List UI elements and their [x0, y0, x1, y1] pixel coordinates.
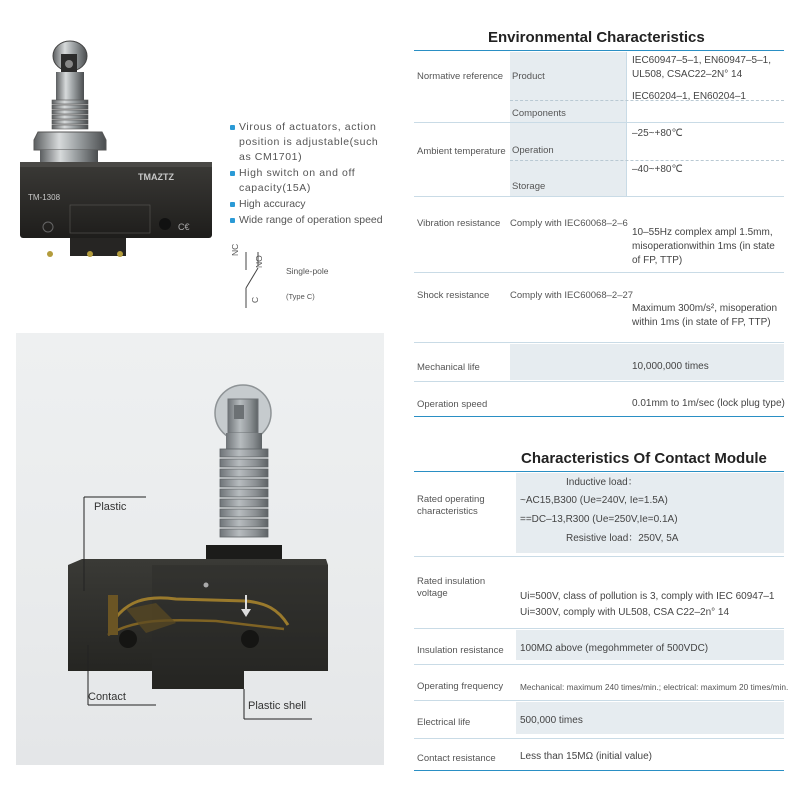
- section-divider: [414, 416, 784, 417]
- env-value-vibration: 10–55Hz complex ampl 1.5mm, misoperationwithin 1ms (in state of FP, TTP): [632, 227, 775, 266]
- c-label: C: [250, 296, 260, 303]
- feature-list: [230, 120, 390, 229]
- env-label-vibration: Vibration resistance: [417, 218, 501, 229]
- environmental-title: Environmental Characteristics: [488, 29, 705, 46]
- row-divider: [510, 160, 784, 161]
- row-divider: [414, 272, 784, 273]
- product-photo: [10, 40, 220, 270]
- plastic-shell-label: Plastic shell: [248, 700, 307, 712]
- column-divider: [626, 52, 627, 196]
- section-divider: [414, 770, 784, 771]
- rated-insulation-line: Ui=300V, comply with UL508, CSA C22–2n° 14: [520, 607, 730, 618]
- row-divider: [414, 196, 784, 197]
- env-label-shock: Shock resistance: [417, 290, 490, 301]
- env-label-speed: Operation speed: [417, 399, 488, 410]
- contact-label: Contact: [88, 691, 126, 703]
- contact-resistance-value: Less than 15MΩ (initial value): [520, 751, 652, 762]
- env-sub-operation: Operation: [512, 145, 554, 156]
- switch-photo-illustration: [10, 40, 220, 270]
- plastic-label: Plastic: [94, 501, 127, 513]
- electrical-life-value: 500,000 times: [520, 715, 583, 726]
- env-label-ambient: Ambient temperature: [417, 146, 506, 157]
- row-divider: [414, 342, 784, 343]
- row-divider: [414, 628, 784, 629]
- row-divider: [414, 122, 784, 123]
- pole-label: Single-pole: [286, 266, 329, 276]
- rated-operating-line: ==DC–13,R300 (Ue=250V,Ie=0.1A): [520, 514, 678, 525]
- feature-item: High switch on and off capacity(15A): [230, 166, 390, 196]
- env-value-operation: –25~+80℃: [632, 128, 683, 139]
- insulation-resistance-label: Insulation resistance: [417, 645, 504, 656]
- contact-title: Characteristics Of Contact Module: [521, 450, 767, 467]
- section-divider: [414, 50, 784, 51]
- feature-item: Virous of actuators, action position is adjustable(such as CM1701): [230, 120, 390, 165]
- env-sub-components: Components: [512, 108, 566, 119]
- operating-frequency-value: Mechanical: maximum 240 times/min.; electrical: maximum 20 times/min.: [520, 682, 789, 692]
- row-divider: [414, 381, 784, 382]
- env-value-shock: Maximum 300m/s², misoperation within 1ms (in state of FP, TTP): [632, 303, 778, 328]
- rated-operating-label: Rated operating characteristics: [417, 494, 485, 517]
- svg-text:C€: C€: [178, 222, 190, 232]
- env-value-product: IEC60947–5–1, EN60947–5–1, UL508, CSAC22–2N° 14: [632, 55, 772, 80]
- no-label: NO: [254, 255, 264, 268]
- feature-item: Wide range of operation speed: [230, 213, 390, 228]
- row-divider: [414, 664, 784, 665]
- row-divider: [414, 556, 784, 557]
- section-divider: [414, 471, 784, 472]
- model-label: TM-1308: [28, 193, 61, 202]
- cutaway-diagram: [16, 333, 384, 765]
- rated-operating-line: Inductive load：: [566, 477, 638, 488]
- insulation-resistance-value: 100MΩ above (megohmmeter of 500VDC): [520, 643, 709, 654]
- contact-resistance-label: Contact resistance: [417, 753, 496, 764]
- env-value-components: IEC60204–1, EN60204–1: [632, 91, 746, 102]
- env-value-speed: 0.01mm to 1m/sec (lock plug type): [632, 398, 785, 409]
- env-sub-storage: Storage: [512, 181, 546, 192]
- rated-insulation-label: Rated insulation voltage: [417, 576, 486, 599]
- env-sub-product: Product: [512, 71, 545, 82]
- feature-item: High accuracy: [230, 197, 390, 212]
- env-value-mechanical: 10,000,000 times: [632, 361, 709, 372]
- row-divider: [414, 700, 784, 701]
- env-sub-shock: Comply with IEC60068–2–27: [510, 290, 634, 301]
- rated-insulation-line: Ui=500V, class of pollution is 3, comply with IEC 60947–1: [520, 591, 775, 602]
- row-divider: [414, 738, 784, 739]
- cutaway-illustration: [16, 333, 384, 765]
- env-label-mechanical: Mechanical life: [417, 362, 480, 373]
- operating-frequency-label: Operating frequency: [417, 681, 504, 692]
- env-sub-vibration: Comply with IEC60068–2–6: [510, 218, 628, 229]
- env-value-storage: –40~+80℃: [632, 164, 683, 175]
- type-label: (Type C): [286, 292, 315, 301]
- brand-label: TMAZTZ: [138, 172, 174, 182]
- rated-operating-line: Resistive load：250V, 5A: [566, 533, 679, 544]
- electrical-life-label: Electrical life: [417, 717, 471, 728]
- nc-label: NC: [230, 243, 240, 256]
- env-label-normative: Normative reference: [417, 71, 504, 82]
- rated-operating-line: ~AC15,B300 (Ue=240V, Ie=1.5A): [520, 495, 668, 506]
